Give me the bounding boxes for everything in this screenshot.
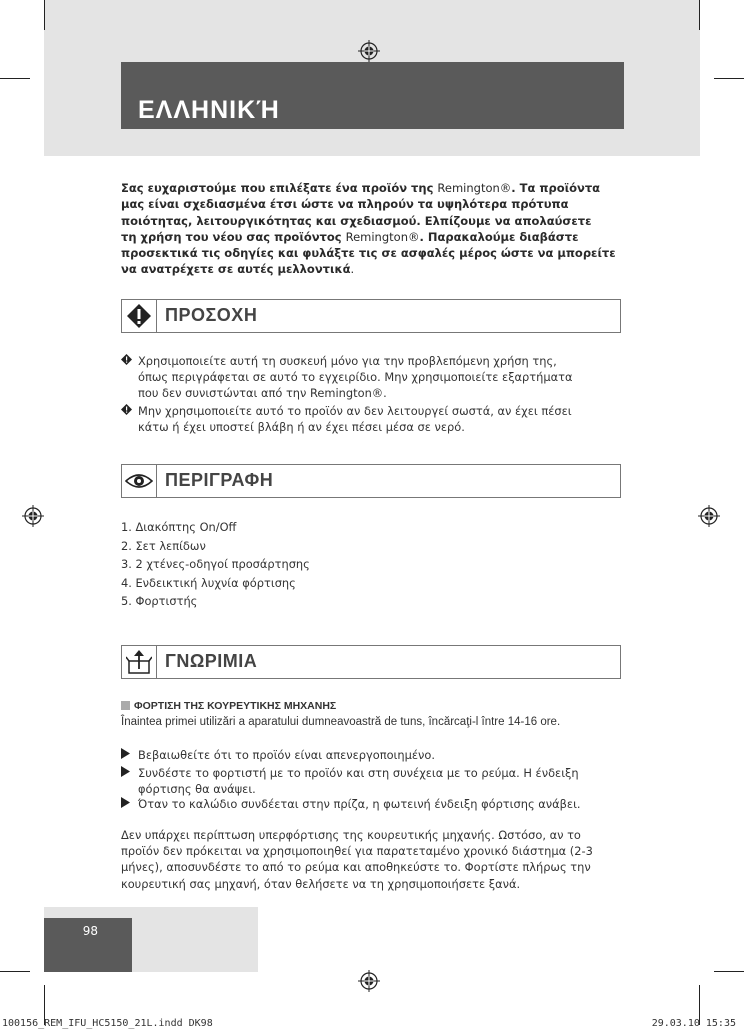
registration-mark-icon <box>358 970 380 992</box>
triangle-bullet-icon <box>121 748 130 759</box>
date-slug: 29.03.10 15:35 <box>651 1018 736 1029</box>
crop-mark <box>714 971 744 972</box>
section-getting-started-header <box>121 645 621 679</box>
list-item: Συνδέστε το φορτιστή με το προϊόν και στη συνέχεια με το ρεύμα. Η ένδειξη φόρτισης θα ανάψει. <box>121 765 601 797</box>
eye-icon <box>122 465 157 497</box>
page-title: ΕΛΛΗΝΙΚΉ <box>138 96 280 124</box>
parts-list <box>121 520 310 613</box>
list-item: Βεβαιωθείτε ότι το προϊόν είναι απενεργοποιημένο. <box>121 747 601 763</box>
list-item: 5. Φορτιστής <box>121 594 198 608</box>
square-bullet-icon <box>121 701 130 710</box>
subheading: ΦΟΡΤΙΣΗ ΤΗΣ ΚΟΥΡΕΥΤΙΚΗΣ ΜΗΧΑΝΗΣ <box>121 700 336 712</box>
crop-mark <box>714 78 744 79</box>
list-item: 3. 2 χτένες-οδηγοί προσάρτησης <box>121 557 310 571</box>
list-item: Μην χρησιμοποιείτε αυτό το προϊόν αν δεν λειτουργεί σωστά, αν έχει πέσει κάτω ή έχει υποστεί βλάβη ή αν έχει πέσει μέσα σε νερό. <box>121 403 601 435</box>
charging-paragraph: Δεν υπάρχει περίπτωση υπερφόρτισης της κουρευτικής μηχανής. Ωστόσο, αν το προϊόν δεν πρόκειται να χρησιμοποιηθεί για παρατεταμένο χρονικό διάστημα (2-3 μήνες), αποσυνδέστε το από το ρεύμα και αποθηκεύστε το. Φορτίστε πλήρως την κουρευτική σας μηχανή, όταν θελήσετε να τη χρησιμοποιήσετε ξανά. <box>121 828 593 891</box>
file-slug: 100156_REM_IFU_HC5150_21L.indd DK98 <box>2 1018 213 1029</box>
list-item: 2. Σετ λεπίδων <box>121 538 206 553</box>
crop-mark <box>44 0 45 30</box>
list-item: Όταν το καλώδιο συνδέεται στην πρίζα, η φωτεινή ένδειξη φόρτισης ανάβει. <box>121 796 601 812</box>
triangle-bullet-icon <box>121 766 130 777</box>
registration-mark-icon <box>698 505 720 527</box>
registration-mark-icon <box>22 505 44 527</box>
list-item: 4. Ενδεικτική λυχνία φόρτισης <box>121 575 296 590</box>
warning-bullet-icon <box>121 354 132 365</box>
page-number: 98 <box>82 924 98 938</box>
note-line: Înaintea primei utilizări a aparatului dumneavoastră de tuns, încărcaţi-l între 14-16 ore. <box>121 716 561 728</box>
crop-mark <box>699 0 700 30</box>
box-unpack-icon <box>122 646 157 678</box>
section-caution-header <box>121 299 621 333</box>
section-title: ΠΕΡΙΓΡΑΦΗ <box>165 470 274 490</box>
list-item: 1. Διακόπτης On/Off <box>121 520 237 534</box>
intro-paragraph: Σας ευχαριστούμε που επιλέξατε ένα προϊόν της Remington®. Τα προϊόντα μας είναι σχεδιασμένα έτσι ώστε να πληρούν τα υψηλότερα πρότυπα ποιότητας, λειτουργικότητας και σχεδιασμού. Ελπίζουμε να απολαύσετε τη χρήση του νέου σας προϊόντος Remington®. Παρακαλούμε διαβάστε προσεκτικά τις οδηγίες και φυλάξτε τις σε ασφαλές μέρος ώστε να μπορείτε να ανατρέχετε σε αυτές μελλοντικά. <box>121 181 616 277</box>
warning-bullet-icon <box>121 404 132 415</box>
list-item: Χρησιμοποιείτε αυτή τη συσκευή μόνο για την προβλεπόμενη χρήση της, όπως περιγράφεται σε αυτό το εγχειρίδιο. Μην χρησιμοποιείτε εξαρτήματα που δεν συνιστώνται από την Remington®. <box>121 353 601 402</box>
section-title: ΠΡΟΣΟΧΗ <box>165 305 258 325</box>
crop-mark <box>0 971 30 972</box>
warning-icon <box>122 300 157 332</box>
triangle-bullet-icon <box>121 797 130 808</box>
section-title: ΓΝΩΡΙΜΙΑ <box>165 651 258 671</box>
section-description-header <box>121 464 621 498</box>
crop-mark <box>0 78 30 79</box>
registration-mark-icon <box>358 40 380 62</box>
